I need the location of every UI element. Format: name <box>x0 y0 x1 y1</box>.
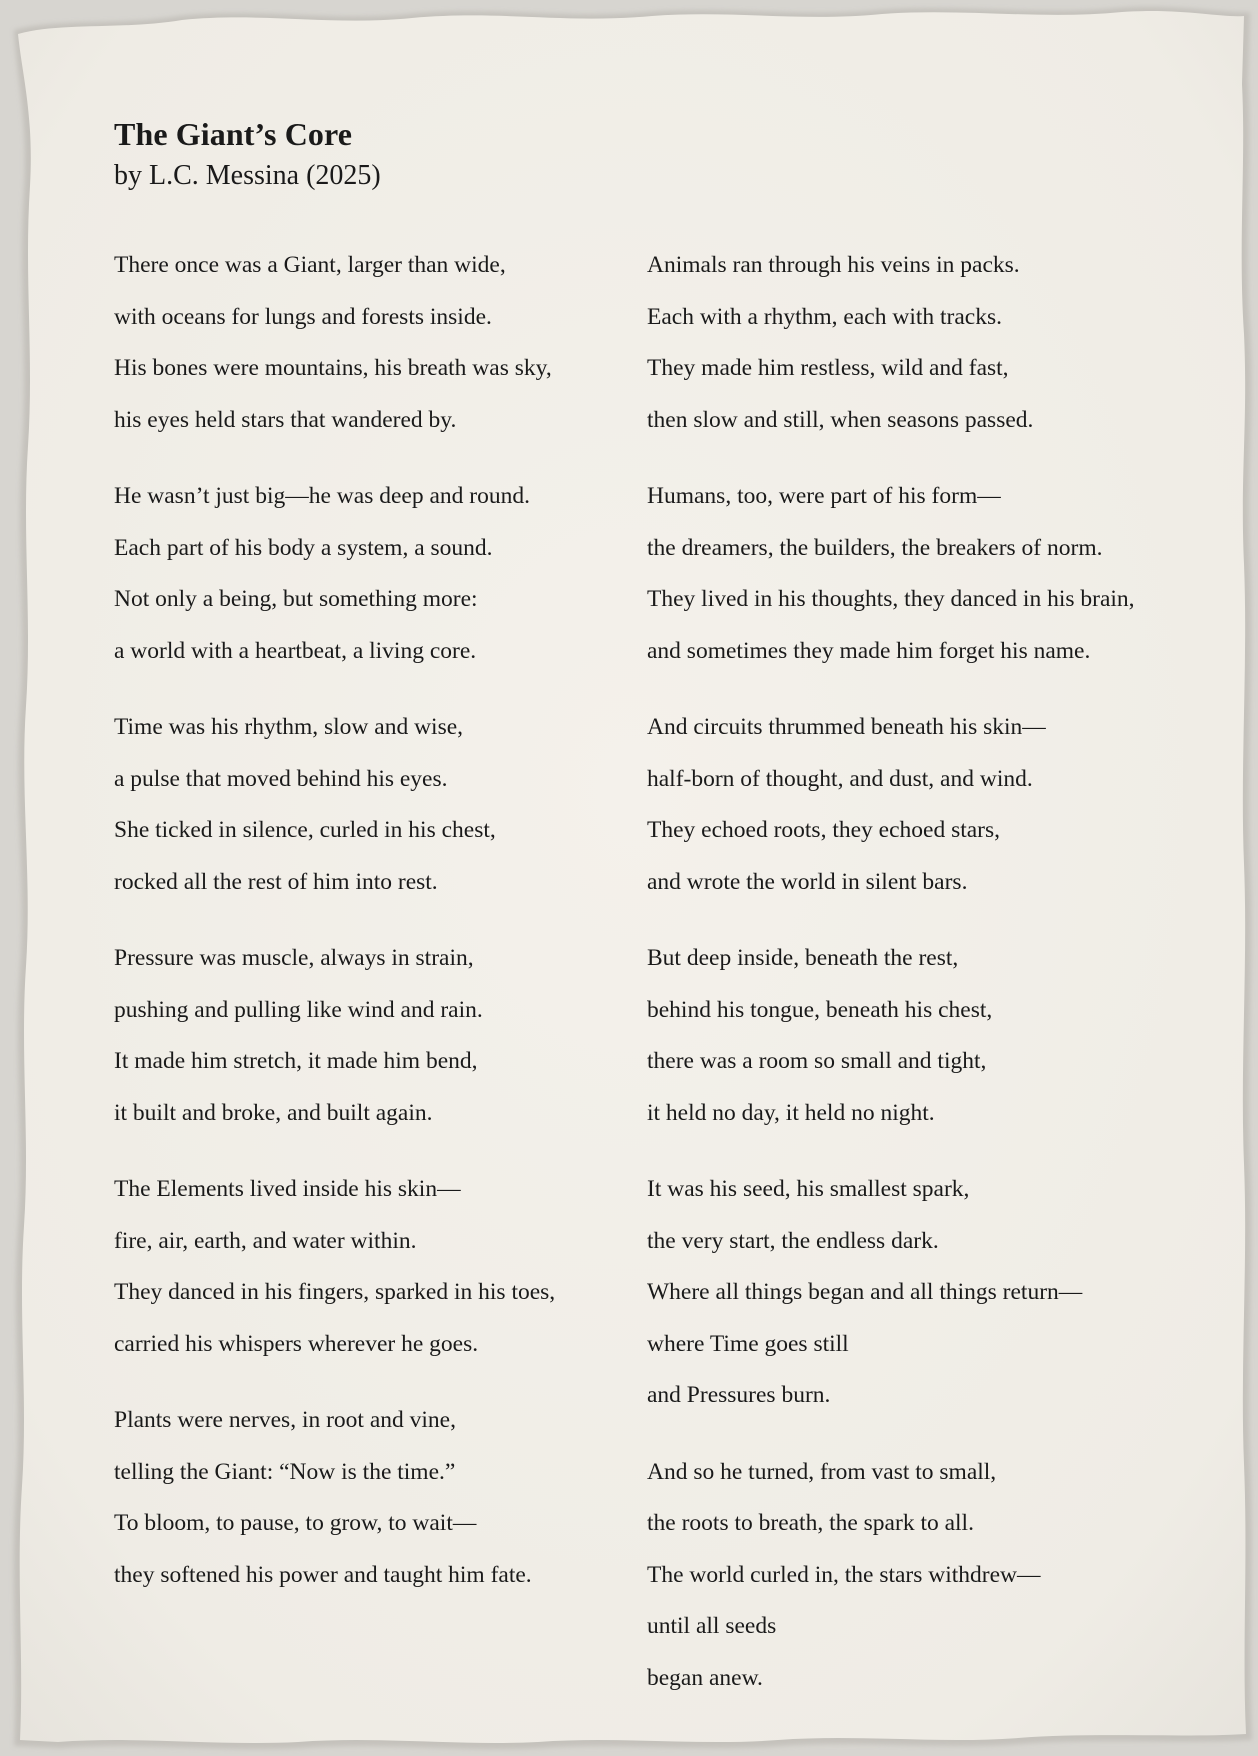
poem-line: until all seeds <box>647 1613 777 1639</box>
left-column <box>114 240 634 1626</box>
poem-line: a pulse that moved behind his eyes. <box>114 765 448 792</box>
poem-line: pushing and pulling like wind and rain. <box>114 996 483 1023</box>
poem-line: They lived in his thoughts, they danced in his brain, <box>647 586 1135 612</box>
stanza <box>114 471 634 677</box>
poem-line: Plants were nerves, in root and vine, <box>114 1407 456 1433</box>
stanza <box>114 240 634 446</box>
poem-line: There once was a Giant, larger than wide, <box>114 252 506 278</box>
poem-line: And circuits thrummed beneath his skin— <box>647 714 1046 740</box>
stanza <box>647 240 1167 446</box>
poem <box>114 112 1194 1691</box>
poem-line: Each part of his body a system, a sound. <box>114 534 493 561</box>
poem-line: and sometimes they made him forget his name. <box>647 637 1091 664</box>
poem-line: Humans, too, were part of his form— <box>647 483 1001 509</box>
poem-line: and Pressures burn. <box>647 1382 831 1408</box>
poem-line: began anew. <box>647 1664 763 1691</box>
stanza <box>647 471 1167 677</box>
poem-line: To bloom, to pause, to grow, to wait— <box>114 1510 477 1536</box>
stanza <box>647 1164 1167 1422</box>
poem-line: Animals ran through his veins in packs. <box>647 252 1020 278</box>
stanza <box>114 702 634 908</box>
poem-line: a world with a heartbeat, a living core. <box>114 637 477 664</box>
poem-line: fire, air, earth, and water within. <box>114 1227 417 1254</box>
poem-line: then slow and still, when seasons passed. <box>647 406 1034 433</box>
right-column <box>647 240 1167 1729</box>
poem-line: Pressure was muscle, always in strain, <box>114 945 474 971</box>
poem-line: they softened his power and taught him fate. <box>114 1561 532 1588</box>
poem-line: Time was his rhythm, slow and wise, <box>114 714 464 740</box>
poem-line: Where all things began and all things return— <box>647 1279 1083 1305</box>
poem-byline: by L.C. Messina (2025) <box>114 160 381 191</box>
poem-line: there was a room so small and tight, <box>647 1048 987 1074</box>
stanza <box>647 702 1167 908</box>
poem-line: it held no day, it held no night. <box>647 1099 935 1126</box>
stanza <box>114 1395 634 1601</box>
poem-line: He wasn’t just big—he was deep and round. <box>114 483 530 509</box>
poem-line: She ticked in silence, curled in his chest, <box>114 817 496 843</box>
stanza <box>114 933 634 1139</box>
poem-line: Each with a rhythm, each with tracks. <box>647 303 1002 330</box>
poem-line: They echoed roots, they echoed stars, <box>647 817 1001 843</box>
poem-line: the roots to breath, the spark to all. <box>647 1510 974 1536</box>
poem-title: The Giant’s Core <box>114 116 353 152</box>
poem-line: where Time goes still <box>647 1330 849 1357</box>
poem-line: and wrote the world in silent bars. <box>647 868 968 895</box>
poem-line: the dreamers, the builders, the breakers of norm. <box>647 534 1103 561</box>
poem-line: behind his tongue, beneath his chest, <box>647 996 993 1023</box>
poem-line: rocked all the rest of him into rest. <box>114 868 438 895</box>
poem-line: carried his whispers wherever he goes. <box>114 1330 479 1357</box>
stanza <box>647 1447 1167 1705</box>
poem-line: His bones were mountains, his breath was sky, <box>114 355 552 381</box>
poem-line: Not only a being, but something more: <box>114 586 478 612</box>
poem-line: half-born of thought, and dust, and wind. <box>647 765 1033 792</box>
poem-line: But deep inside, beneath the rest, <box>647 945 959 971</box>
poem-line: The world curled in, the stars withdrew— <box>647 1561 1041 1588</box>
poem-line: The Elements lived inside his skin— <box>114 1176 461 1202</box>
poem-line: telling the Giant: “Now is the time.” <box>114 1458 456 1485</box>
stanza <box>114 1164 634 1370</box>
poem-line: And so he turned, from vast to small, <box>647 1458 997 1485</box>
poem-line: It made him stretch, it made him bend, <box>114 1048 478 1074</box>
poem-line: the very start, the endless dark. <box>647 1227 939 1254</box>
poem-line: his eyes held stars that wandered by. <box>114 406 457 433</box>
poem-line: it built and broke, and built again. <box>114 1099 433 1126</box>
poem-line: with oceans for lungs and forests inside. <box>114 303 492 330</box>
poem-line: It was his seed, his smallest spark, <box>647 1176 970 1202</box>
poem-line: They danced in his fingers, sparked in his toes, <box>114 1279 556 1305</box>
poem-line: They made him restless, wild and fast, <box>647 355 1009 381</box>
stanza <box>647 933 1167 1139</box>
